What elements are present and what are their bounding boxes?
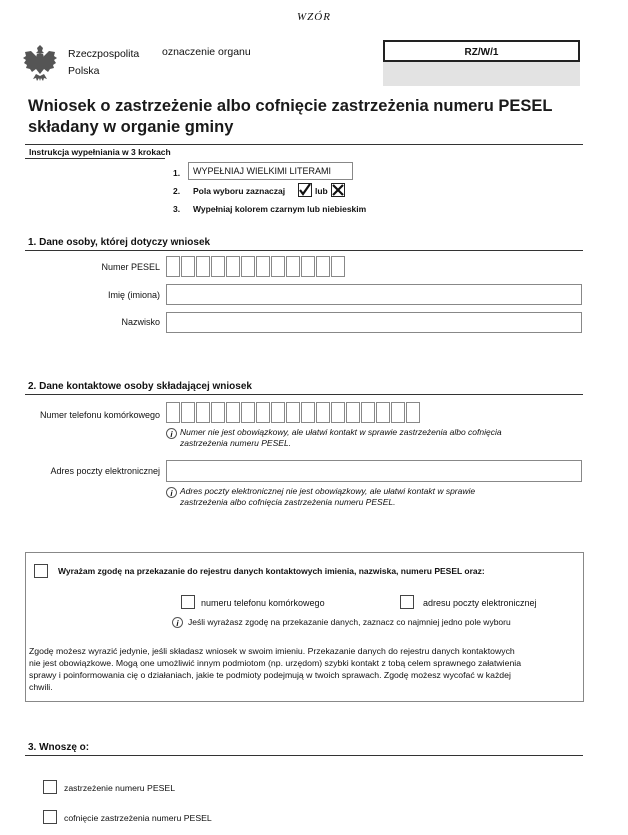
reserve-pesel-checkbox[interactable] — [43, 780, 57, 794]
consent-email-checkbox[interactable] — [400, 595, 414, 609]
last-name-label: Nazwisko — [121, 317, 160, 327]
pesel-digit-cell[interactable] — [286, 256, 300, 277]
organ-designation-field[interactable] — [383, 62, 580, 86]
step-1-text: WYPEŁNIAJ WIELKIMI LITERAMI — [188, 162, 353, 180]
pesel-digit-cell[interactable] — [301, 256, 315, 277]
step-1-number: 1. — [173, 168, 181, 178]
phone-input[interactable] — [166, 402, 421, 423]
phone-digit-cell[interactable] — [301, 402, 315, 423]
phone-digit-cell[interactable] — [256, 402, 270, 423]
phone-digit-cell[interactable] — [211, 402, 225, 423]
consent-paragraph-line: nie jest obowiązkowe. Mogą one umożliwić innym podmiotom (np. urzędom) szybki kontakt z tobą celem sprawnego załatwienia — [29, 658, 522, 668]
revoke-reservation-checkbox[interactable] — [43, 810, 57, 824]
consent-phone-checkbox[interactable] — [181, 595, 195, 609]
country-line-1: Rzeczpospolita — [68, 48, 140, 60]
phone-digit-cell[interactable] — [361, 402, 375, 423]
phone-digit-cell[interactable] — [316, 402, 330, 423]
phone-digit-cell[interactable] — [181, 402, 195, 423]
consent-paragraph — [29, 645, 521, 693]
consent-phone-label: numeru telefonu komórkowego — [201, 598, 325, 608]
email-field[interactable] — [166, 460, 582, 482]
cross-box-icon — [331, 183, 345, 197]
form-code: RZ/W/1 — [383, 40, 580, 62]
step-2-or: lub — [315, 186, 328, 196]
pesel-digit-cell[interactable] — [331, 256, 345, 277]
info-icon: i — [166, 428, 177, 439]
country-name — [68, 46, 139, 80]
email-note-line-1: Adres poczty elektronicznej nie jest obowiązkowy, ale ułatwi kontakt w sprawie — [180, 486, 476, 496]
organ-label: oznaczenie organu — [162, 46, 251, 58]
consent-text: Wyrażam zgodę na przekazanie do rejestru danych kontaktowych imienia, nazwiska, numeru PESEL oraz: — [58, 566, 485, 576]
phone-digit-cell[interactable] — [346, 402, 360, 423]
section-1-heading: 1. Dane osoby, której dotyczy wniosek — [28, 237, 211, 248]
pesel-digit-cell[interactable] — [271, 256, 285, 277]
country-line-2: Polska — [68, 65, 100, 77]
reserve-pesel-label: zastrzeżenie numeru PESEL — [64, 783, 176, 793]
phone-digit-cell[interactable] — [166, 402, 180, 423]
consent-paragraph-line: chwili. — [29, 682, 53, 692]
phone-digit-cell[interactable] — [331, 402, 345, 423]
email-note — [180, 486, 475, 508]
info-icon: i — [172, 617, 183, 628]
title-line-2: składany w organie gminy — [28, 118, 234, 136]
phone-digit-cell[interactable] — [196, 402, 210, 423]
phone-digit-cell[interactable] — [391, 402, 405, 423]
info-icon: i — [166, 487, 177, 498]
watermark-label: WZÓR — [297, 11, 331, 23]
phone-digit-cell[interactable] — [241, 402, 255, 423]
pesel-digit-cell[interactable] — [256, 256, 270, 277]
pesel-digit-cell[interactable] — [211, 256, 225, 277]
pesel-label: Numer PESEL — [101, 262, 160, 272]
instructions-heading: Instrukcja wypełniania w 3 krokach — [29, 147, 171, 157]
consent-paragraph-line: Zgodę możesz wyrazić jedynie, jeśli składasz wniosek w swoim imieniu. Przekazanie danych do rejestru danych kontaktowych — [29, 646, 515, 656]
consent-checkbox[interactable] — [34, 564, 48, 578]
section-3-heading: 3. Wnoszę o: — [28, 742, 90, 753]
consent-paragraph-line: sprawy i poinformowania cię o działaniach, jakie te podmioty podejmują w twoich sprawach. Zgodę możesz wycofać w każdej — [29, 670, 511, 680]
divider — [25, 250, 583, 251]
step-3-text: Wypełniaj kolorem czarnym lub niebieskim — [193, 204, 367, 214]
pesel-digit-cell[interactable] — [241, 256, 255, 277]
checkmark-box-icon — [298, 183, 312, 197]
phone-digit-cell[interactable] — [271, 402, 285, 423]
phone-label: Numer telefonu komórkowego — [39, 410, 160, 420]
phone-digit-cell[interactable] — [286, 402, 300, 423]
pesel-digit-cell[interactable] — [316, 256, 330, 277]
last-name-field[interactable] — [166, 312, 582, 333]
first-name-label: Imię (imiona) — [107, 290, 160, 300]
phone-digit-cell[interactable] — [406, 402, 420, 423]
divider — [25, 755, 583, 756]
email-label: Adres poczty elektronicznej — [50, 466, 160, 476]
divider — [25, 394, 583, 395]
pesel-digit-cell[interactable] — [166, 256, 180, 277]
section-2-heading: 2. Dane kontaktowe osoby składającej wniosek — [28, 381, 252, 392]
divider — [25, 144, 583, 145]
step-2-text: Pola wyboru zaznaczaj — [193, 186, 286, 196]
step-3-number: 3. — [173, 204, 181, 214]
pesel-digit-cell[interactable] — [181, 256, 195, 277]
email-note-line-2: zastrzeżenia albo cofnięcia zastrzeżenia numeru PESEL. — [180, 497, 396, 507]
pesel-input[interactable] — [166, 256, 346, 277]
phone-digit-cell[interactable] — [376, 402, 390, 423]
phone-digit-cell[interactable] — [226, 402, 240, 423]
pesel-digit-cell[interactable] — [196, 256, 210, 277]
phone-note-line-2: zastrzeżenia numeru PESEL. — [180, 438, 292, 448]
phone-note-line-1: Numer nie jest obowiązkowy, ale ułatwi kontakt w sprawie zastrzeżenia albo cofnięcia — [180, 427, 502, 437]
step-2-number: 2. — [173, 186, 181, 196]
consent-note: Jeśli wyrażasz zgodę na przekazanie danych, zaznacz co najmniej jedno pole wyboru — [188, 617, 511, 627]
title-line-1: Wniosek o zastrzeżenie albo cofnięcie zastrzeżenia numeru PESEL — [28, 97, 553, 115]
eagle-emblem-icon — [22, 42, 58, 84]
consent-email-label: adresu poczty elektronicznej — [423, 598, 537, 608]
page-title — [28, 96, 553, 138]
divider — [25, 158, 165, 159]
first-name-field[interactable] — [166, 284, 582, 305]
phone-note — [180, 427, 502, 449]
pesel-digit-cell[interactable] — [226, 256, 240, 277]
revoke-reservation-label: cofnięcie zastrzeżenia numeru PESEL — [64, 813, 212, 823]
